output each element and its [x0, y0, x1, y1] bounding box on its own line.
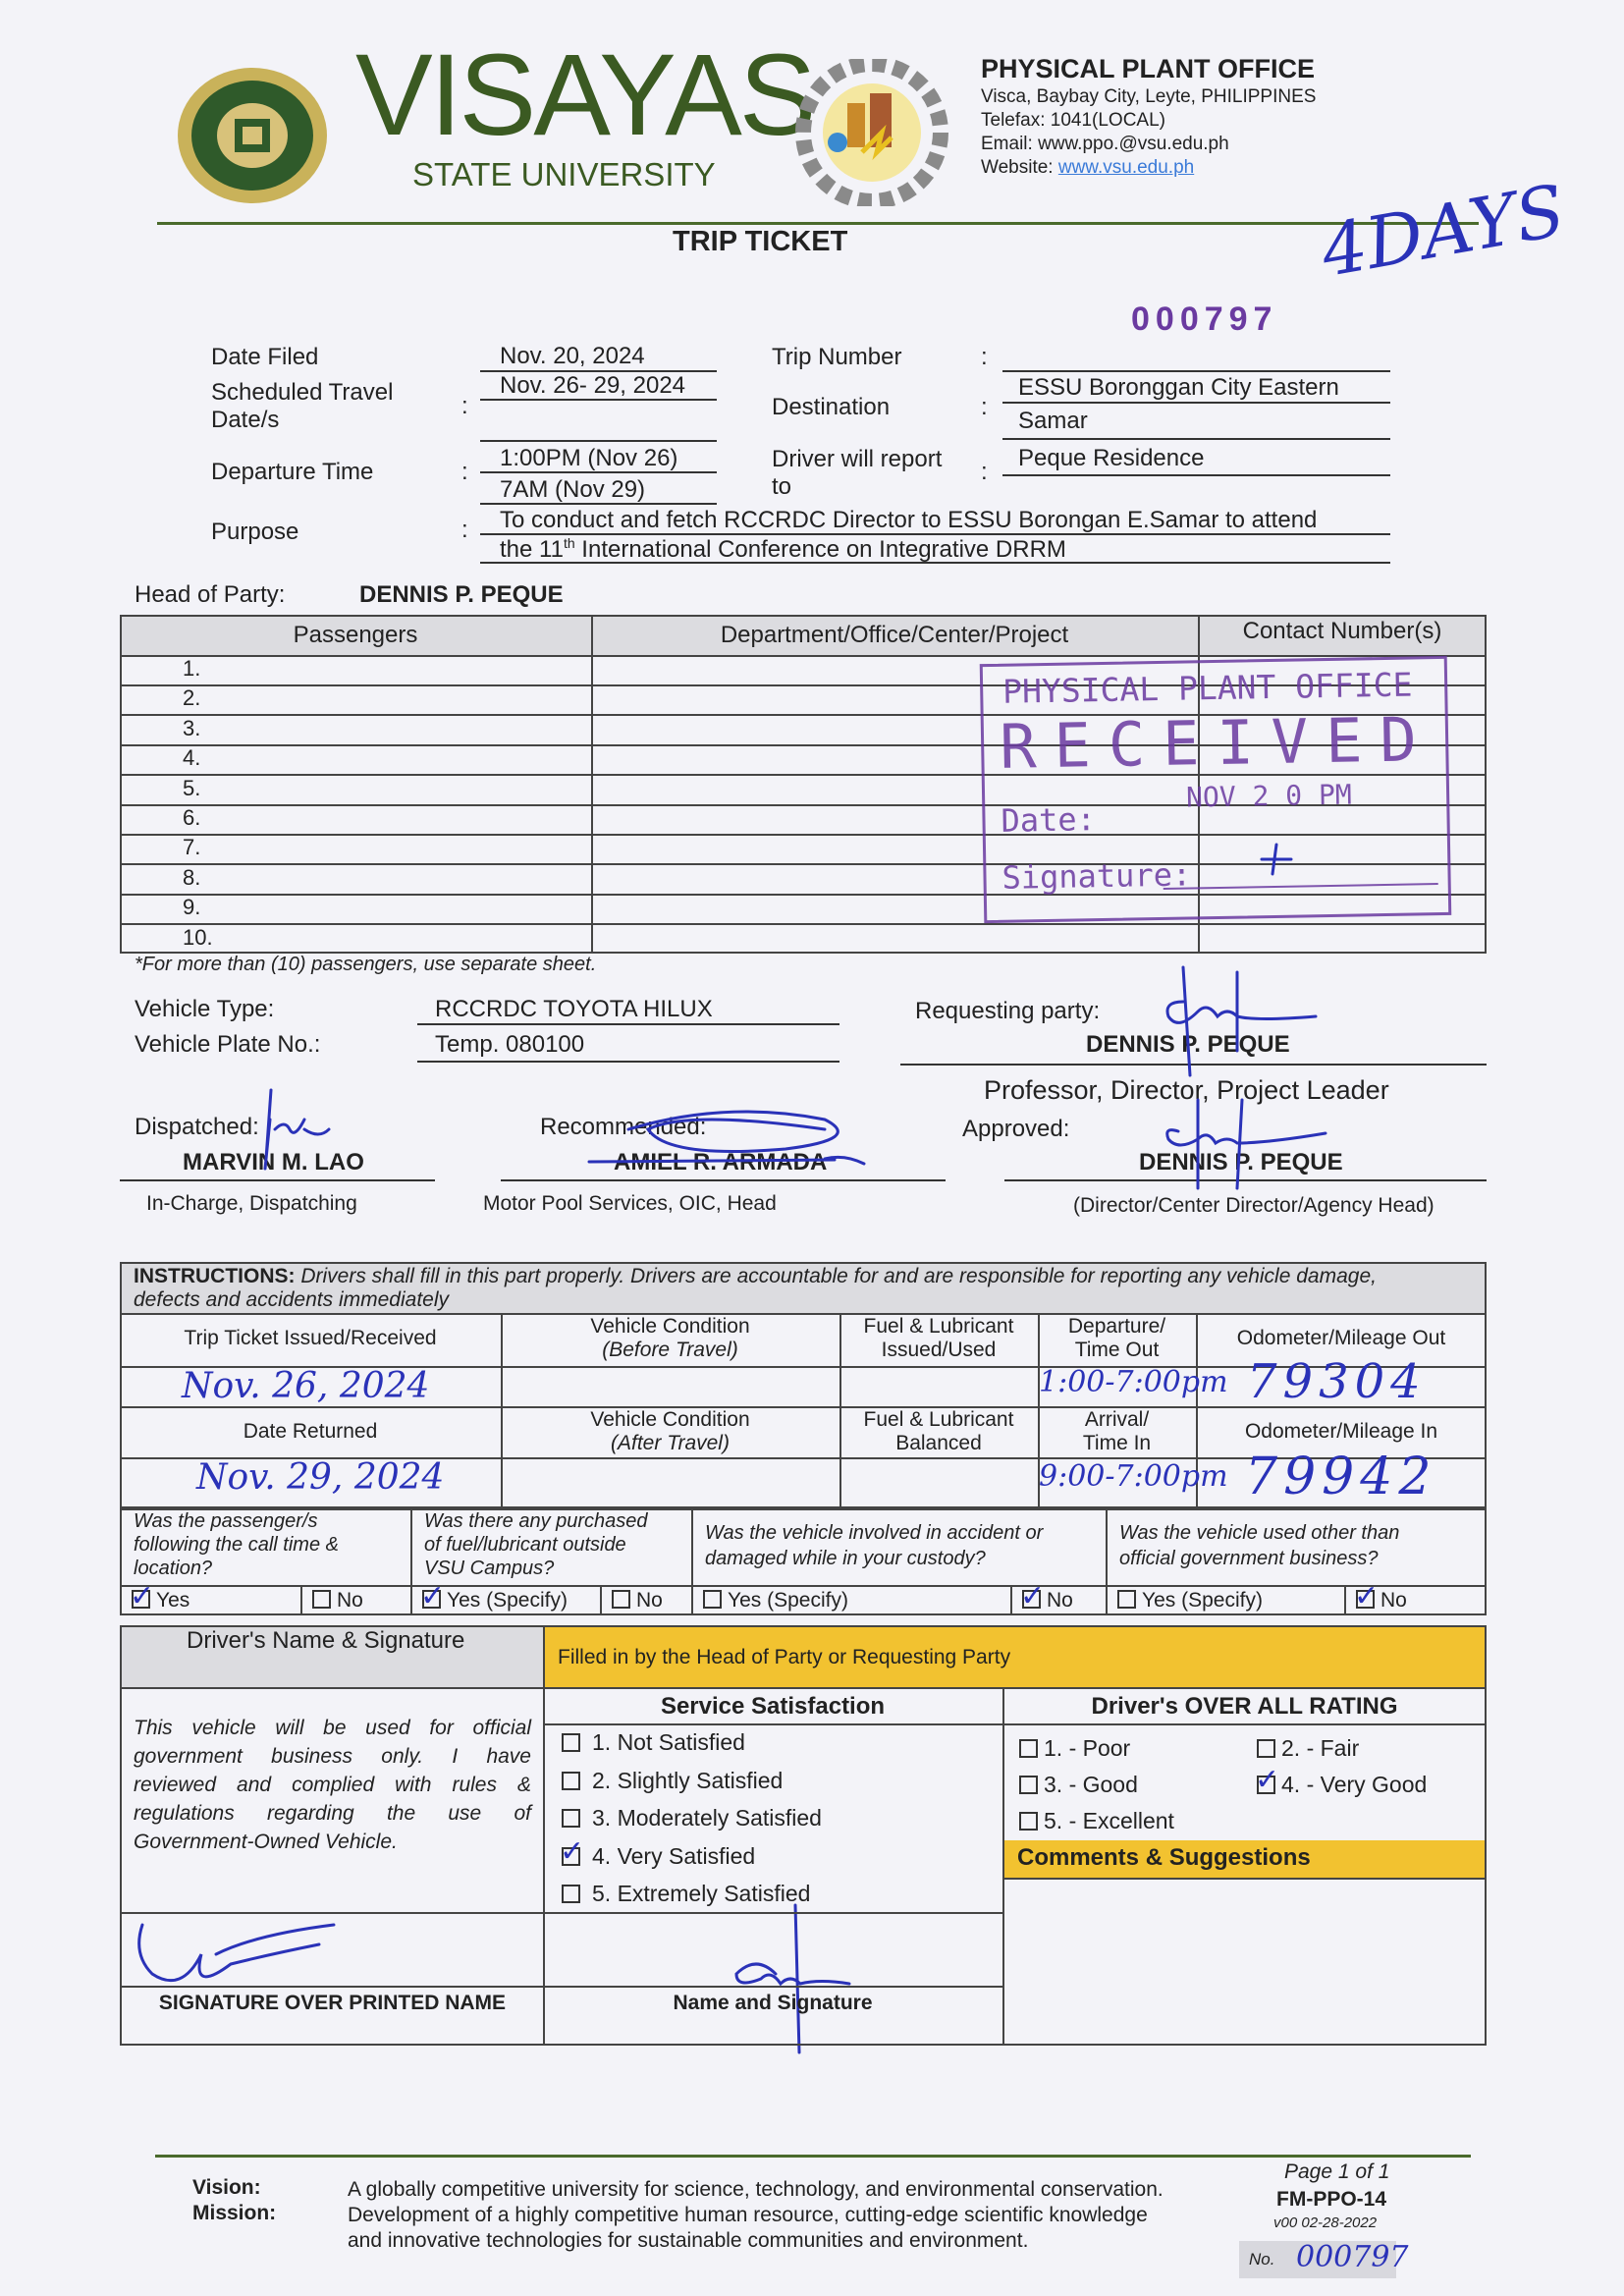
date-filed-label: Date Filed	[211, 344, 319, 370]
mission-text-1: Development of a highly competitive human resource, cutting-edge scientific knowledge	[348, 2204, 1148, 2226]
rating-option-label: 1. - Poor	[1044, 1735, 1131, 1761]
office-email: Email: www.ppo.@vsu.edu.ph	[981, 134, 1229, 154]
recommender-role: Motor Pool Services, OIC, Head	[483, 1192, 777, 1215]
arrival-time-in: 9:00-7:00pm	[1039, 1459, 1228, 1494]
service-option[interactable]	[562, 1882, 810, 1906]
log-header: Odometer/Mileage Out	[1236, 1327, 1446, 1349]
destination-label: Destination	[772, 394, 891, 420]
yes-label: Yes (Specify)	[447, 1589, 568, 1612]
divider	[120, 1687, 1487, 1689]
date-returned: Nov. 29, 2024	[196, 1457, 445, 1498]
passengers-note: *For more than (10) passengers, use separate sheet.	[135, 954, 597, 975]
comments-title: Comments & Suggestions	[1017, 1844, 1311, 1871]
requesting-party-name: DENNIS P. PEQUE	[1086, 1031, 1290, 1058]
question-text: Was there any purchased	[424, 1510, 648, 1532]
passenger-row-number: 6.	[183, 805, 201, 830]
log-header: Time In	[1082, 1432, 1152, 1454]
stamp-date: NOV 2 0 PM	[1185, 778, 1352, 814]
dispatcher-signature	[265, 1090, 329, 1169]
scheduled-travel-label-2: Date/s	[211, 407, 280, 433]
requesting-signature	[1167, 967, 1316, 1075]
stamp-signature-label: Signature:	[1001, 855, 1192, 897]
handwritten-days-note: 4DAYS	[1315, 168, 1571, 294]
report-to-label-2: to	[772, 473, 792, 500]
report-to-value: Peque Residence	[1018, 445, 1205, 471]
passenger-row-number: 2.	[183, 685, 201, 711]
driver-header: Driver's Name & Signature	[187, 1627, 465, 1654]
colon: :	[981, 344, 988, 370]
log-header: Issued/Used	[881, 1339, 997, 1361]
destination-value-2: Samar	[1018, 408, 1088, 434]
service-satisfaction-title: Service Satisfaction	[660, 1693, 886, 1720]
odometer-out: 79304	[1247, 1354, 1427, 1409]
log-header: Departure/	[1067, 1315, 1166, 1338]
stamp-office: PHYSICAL PLANT OFFICE	[1001, 665, 1413, 711]
date-filed-value: Nov. 20, 2024	[500, 343, 645, 369]
statement-line: government business only. I have	[134, 1745, 531, 1768]
divider	[1010, 1585, 1012, 1615]
log-header: (Before Travel)	[602, 1339, 738, 1361]
rating-option-label: 2. - Fair	[1281, 1735, 1360, 1761]
service-option-label: 2. Slightly Satisfied	[592, 1767, 784, 1793]
rating-option-label: 5. - Excellent	[1044, 1808, 1174, 1833]
department-col-header: Department/Office/Center/Project	[720, 622, 1069, 648]
office-address: Visca, Baybay City, Leyte, PHILIPPINES	[981, 86, 1317, 107]
divider	[120, 1986, 543, 1988]
rating-option[interactable]	[1019, 1736, 1130, 1761]
departure-time-label: Departure Time	[211, 459, 374, 485]
log-header: Fuel & Lubricant	[863, 1315, 1014, 1338]
departure-time-value-2: 7AM (Nov 29)	[500, 476, 646, 503]
log-header: Vehicle Condition	[590, 1315, 750, 1338]
dispatcher-name: MARVIN M. LAO	[183, 1149, 364, 1175]
divider	[410, 1508, 412, 1615]
divider	[543, 1625, 545, 2046]
log-header: Time Out	[1074, 1339, 1160, 1361]
recommender-signature	[589, 1112, 864, 1164]
name-and-signature-label: Name and Signature	[673, 1992, 873, 2014]
departure-time-value-1: 1:00PM (Nov 26)	[500, 445, 678, 471]
statement-line: This vehicle will be used for official	[134, 1717, 531, 1739]
question-text: location?	[134, 1558, 213, 1579]
statement-line: Government-Owned Vehicle.	[134, 1831, 398, 1853]
divider	[691, 1508, 693, 1615]
requesting-party-title: Professor, Director, Project Leader	[984, 1075, 1389, 1105]
approver-signature	[1167, 1100, 1326, 1188]
passenger-row-number: 5.	[183, 775, 201, 800]
yes-label: Yes (Specify)	[1142, 1589, 1263, 1612]
service-option-label: 4. Very Satisfied	[592, 1842, 756, 1869]
report-to-label: Driver will report	[772, 446, 943, 472]
question-text: official government business?	[1119, 1548, 1379, 1569]
rating-option-label: 4. - Very Good	[1281, 1772, 1428, 1797]
approver-role: (Director/Center Director/Agency Head)	[1073, 1194, 1435, 1217]
odometer-in: 79942	[1245, 1448, 1437, 1506]
form-code: FM-PPO-14	[1276, 2188, 1387, 2211]
vehicle-plate-label: Vehicle Plate No.:	[135, 1031, 321, 1058]
requesting-party-label: Requesting party:	[915, 998, 1101, 1024]
passenger-row-number: 7.	[183, 835, 201, 860]
contact-col-header: Contact Number(s)	[1242, 618, 1442, 644]
log-header: Date Returned	[243, 1420, 378, 1443]
stamp-received: RECEIVED	[999, 703, 1435, 783]
head-of-party-name: DENNIS P. PEQUE	[359, 581, 564, 608]
stamp-signature-mark	[1262, 845, 1291, 874]
stamp-date-label: Date:	[1001, 800, 1097, 840]
purpose-value-2: the 11th International Conference on Integrative DRRM	[500, 535, 1066, 563]
yes-label: Yes (Specify)	[728, 1589, 848, 1612]
rating-option[interactable]: ✓ 4. - Very Good	[1255, 1764, 1428, 1797]
number-label: No.	[1249, 2250, 1275, 2269]
page-number: Page 1 of 1	[1284, 2160, 1390, 2183]
passenger-row-number: 9.	[183, 895, 201, 920]
statement-line: regulations regarding the use of	[134, 1802, 531, 1825]
log-header: (After Travel)	[611, 1432, 730, 1454]
answer-no-checkbox[interactable]: ✓ No	[1354, 1580, 1407, 1613]
rating-option[interactable]	[1019, 1809, 1174, 1833]
form-version: v00 02-28-2022	[1273, 2214, 1378, 2231]
rating-title: Driver's OVER ALL RATING	[1091, 1693, 1398, 1720]
no-label: No	[1047, 1589, 1073, 1612]
approved-label: Approved:	[962, 1116, 1070, 1142]
number-value: 000797	[1296, 2240, 1409, 2274]
log-header: Odometer/Mileage In	[1244, 1420, 1438, 1443]
answer-yes-checkbox[interactable]	[1117, 1589, 1263, 1612]
passenger-row-number: 1.	[183, 656, 201, 681]
passenger-row-number: 8.	[183, 864, 201, 890]
purpose-value-1: To conduct and fetch RCCRDC Director to ESSU Borongan E.Samar to attend	[500, 507, 1318, 533]
divider	[600, 1585, 602, 1615]
rating-option-label: 3. - Good	[1044, 1772, 1138, 1797]
log-header: Balanced	[895, 1432, 982, 1454]
divider	[1106, 1508, 1108, 1615]
service-option[interactable]: ✓ 4. Very Satisfied	[560, 1834, 756, 1869]
scheduled-travel-label: Scheduled Travel	[211, 379, 394, 406]
recommended-label: Recommended:	[540, 1114, 707, 1140]
office-telefax: Telefax: 1041(LOCAL)	[981, 110, 1165, 131]
website-label: Website:	[981, 157, 1058, 178]
instructions-label: INSTRUCTIONS:	[134, 1265, 296, 1287]
university-name: VISAYAS	[355, 30, 814, 160]
page-title: TRIP TICKET	[673, 226, 848, 257]
question-text: damaged while in your custody?	[705, 1548, 986, 1569]
office-name: PHYSICAL PLANT OFFICE	[981, 54, 1316, 83]
answer-yes-checkbox[interactable]: ✓ Yes (Specify)	[420, 1580, 568, 1613]
destination-value-1: ESSU Boronggan City Eastern	[1018, 374, 1339, 401]
colon: :	[461, 459, 468, 485]
vehicle-type-value: RCCRDC TOYOTA HILUX	[435, 996, 713, 1022]
service-option[interactable]	[562, 1730, 745, 1755]
divider	[120, 1585, 1487, 1587]
divider	[543, 1986, 1002, 1988]
purpose-label: Purpose	[211, 519, 299, 545]
log-header: Vehicle Condition	[590, 1408, 750, 1431]
website-link[interactable]: www.vsu.edu.ph	[1057, 157, 1195, 178]
passenger-row-number: 10.	[183, 924, 213, 950]
divider	[120, 1912, 1002, 1914]
log-header: Arrival/	[1084, 1408, 1150, 1431]
vision-label: Vision:	[192, 2176, 261, 2199]
filled-by-header: Filled in by the Head of Party or Requesting Party	[558, 1646, 1011, 1668]
question-text: following the call time &	[134, 1534, 339, 1556]
service-option-label: 3. Moderately Satisfied	[592, 1805, 822, 1831]
rating-option[interactable]	[1257, 1736, 1359, 1761]
signature-over-printed-name: SIGNATURE OVER PRINTED NAME	[158, 1992, 507, 2014]
service-option[interactable]	[562, 1806, 822, 1831]
log-header: Fuel & Lubricant	[863, 1408, 1014, 1431]
vehicle-type-label: Vehicle Type:	[135, 996, 275, 1022]
passenger-row-number: 3.	[183, 715, 201, 740]
colon: :	[981, 394, 988, 420]
divider	[300, 1585, 302, 1615]
divider	[1344, 1585, 1346, 1615]
question-text: VSU Campus?	[424, 1558, 555, 1579]
vehicle-plate-value: Temp. 080100	[435, 1031, 585, 1058]
instructions-body: Drivers shall fill in this part properly. Drivers are accountable for and are responsible for reporting any vehicle damage,	[295, 1265, 1377, 1287]
no-label: No	[1380, 1589, 1407, 1612]
approver-name: DENNIS P. PEQUE	[1139, 1149, 1343, 1175]
question-text: Was the passenger/s	[134, 1510, 318, 1532]
driver-statement	[134, 1714, 531, 1856]
answer-no-checkbox[interactable]	[612, 1589, 663, 1612]
service-option-label: 5. Extremely Satisfied	[592, 1881, 811, 1906]
mission-label: Mission:	[192, 2202, 277, 2224]
question-text: Was the vehicle involved in accident or	[705, 1522, 1044, 1544]
head-of-party-label: Head of Party:	[135, 581, 286, 608]
footer-divider	[155, 2155, 1471, 2158]
colon: :	[461, 517, 468, 543]
divider	[1002, 1878, 1487, 1880]
university-subtitle: STATE UNIVERSITY	[412, 156, 716, 192]
yes-label: Yes	[156, 1589, 190, 1612]
scheduled-travel-value: Nov. 26- 29, 2024	[500, 372, 686, 399]
colon: :	[981, 459, 988, 485]
trip-number-label: Trip Number	[772, 344, 902, 370]
trip-issued-date: Nov. 26, 2024	[182, 1366, 430, 1406]
answer-no-checkbox[interactable]: ✓ No	[1020, 1580, 1073, 1613]
answer-yes-checkbox[interactable]	[703, 1589, 848, 1612]
service-option-label: 1. Not Satisfied	[592, 1729, 745, 1755]
no-label: No	[636, 1589, 663, 1612]
passengers-col-header: Passengers	[293, 622, 418, 648]
question-text: Was the vehicle used other than	[1119, 1522, 1400, 1544]
rating-option[interactable]	[1019, 1773, 1138, 1797]
departure-time-out: 1:00-7:00pm	[1039, 1365, 1228, 1399]
log-header: Trip Ticket Issued/Received	[184, 1327, 437, 1349]
ticket-number: 000797	[1131, 301, 1278, 338]
dispatched-label: Dispatched:	[135, 1114, 259, 1140]
recommender-name: AMIEL R. ARMADA	[614, 1149, 828, 1175]
divider	[543, 1723, 1487, 1725]
instructions-text	[134, 1265, 1377, 1312]
vision-text: A globally competitive university for science, technology, and environmental conservation.	[348, 2178, 1164, 2201]
answer-yes-checkbox[interactable]: ✓ Yes	[130, 1580, 190, 1613]
dispatcher-role: In-Charge, Dispatching	[146, 1192, 357, 1215]
colon: :	[461, 393, 468, 419]
question-text: of fuel/lubricant outside	[424, 1534, 626, 1556]
passenger-row-number: 4.	[183, 745, 201, 771]
instructions-body-2: defects and accidents immediately	[134, 1288, 449, 1311]
mission-text-2: and innovative technologies for sustainable communities and environment.	[348, 2229, 1029, 2252]
no-label: No	[337, 1589, 363, 1612]
answer-no-checkbox[interactable]	[312, 1589, 363, 1612]
service-option[interactable]	[562, 1769, 783, 1793]
statement-line: reviewed and complied with rules &	[134, 1774, 531, 1796]
